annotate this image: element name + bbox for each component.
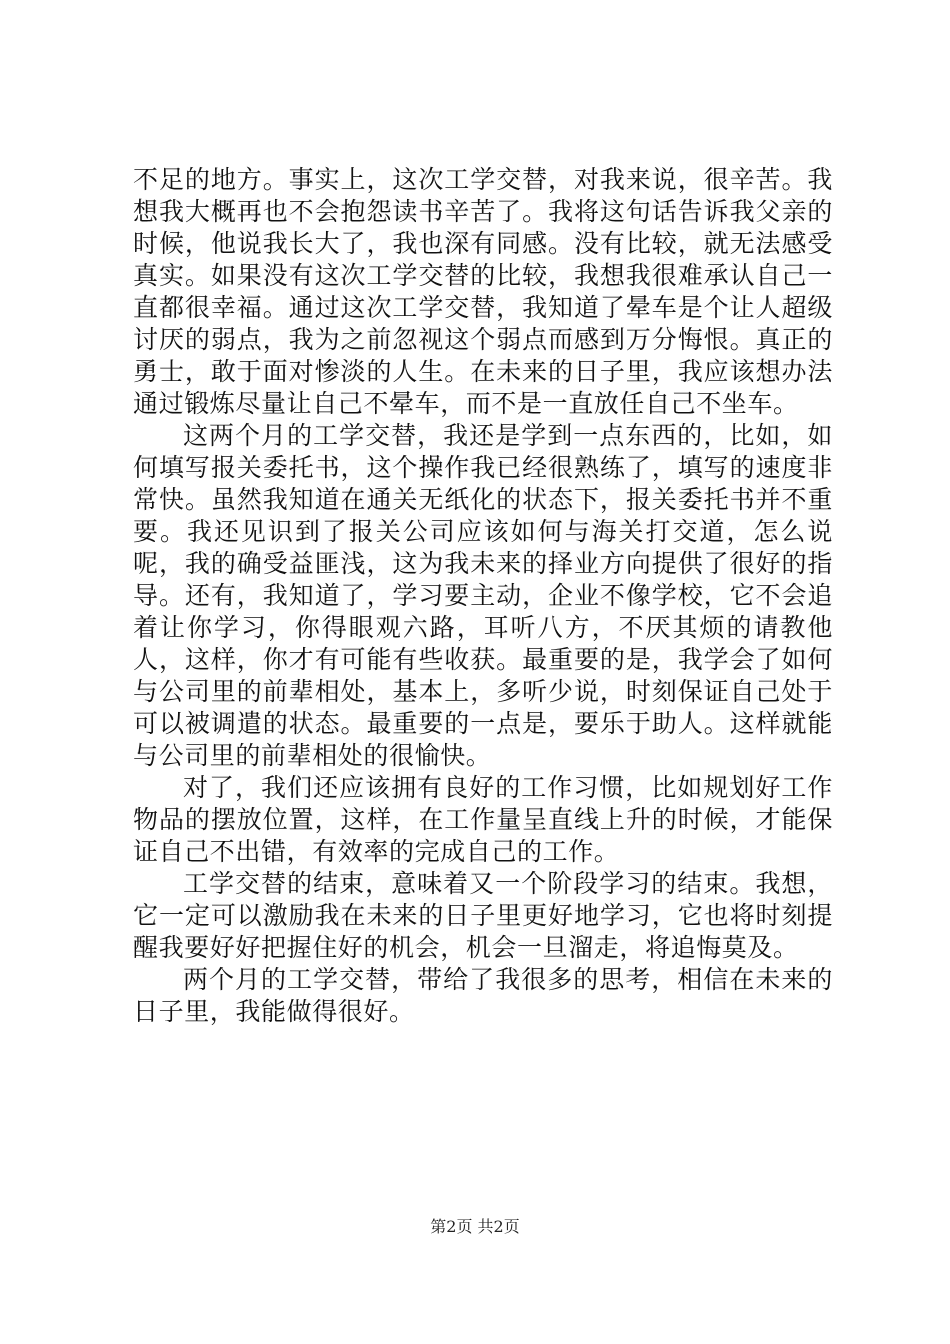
paragraph-2: 这两个月的工学交替，我还是学到一点东西的，比如，如何填写报关委托书，这个操作我已经很熟练了，填写的速度非常快。虽然我知道在通关无纸化的状态下，报关委托书并不重要。我还见识到了报关公司应该如何与海关打交道，怎么说呢，我的确受益匪浅，这为我未来的择业方向提供了很好的指导。还有，我知道了，学习要主动，企业不像学校，它不会追着让你学习，你得眼观六路，耳听八方，不厌其烦的请教他人，这样，你才有可能有些收获。最重要的是，我学会了如何与公司里的前辈相处，基本上，多听少说，时刻保证自己处于可以被调遣的状态。最重要的一点是，要乐于助人。这样就能与公司里的前辈相处的很愉快。 [133, 421, 833, 770]
document-body [133, 164, 833, 1028]
paragraph-5: 两个月的工学交替，带给了我很多的思考，相信在未来的日子里，我能做得很好。 [133, 965, 833, 1026]
page-number-footer: 第2页 共2页 [430, 1217, 520, 1236]
paragraph-1: 不足的地方。事实上，这次工学交替，对我来说，很辛苦。我想我大概再也不会抱怨读书辛苦了。我将这句话告诉我父亲的时候，他说我长大了，我也深有同感。没有比较，就无法感受真实。如果没有这次工学交替的比较，我想我很难承认自己一直都很幸福。通过这次工学交替，我知道了晕车是个让人超级讨厌的弱点，我为之前忽视这个弱点而感到万分悔恨。真正的勇士，敢于面对惨淡的人生。在未来的日子里，我应该想办法通过锻炼尽量让自己不晕车，而不是一直放任自己不坐车。 [133, 165, 833, 418]
paragraph-4: 工学交替的结束，意味着又一个阶段学习的结束。我想，它一定可以激励我在未来的日子里更好地学习，它也将时刻提醒我要好好把握住好的机会，机会一旦溜走，将追悔莫及。 [133, 869, 833, 962]
paragraph-3: 对了，我们还应该拥有良好的工作习惯，比如规划好工作物品的摆放位置，这样，在工作量呈直线上升的时候，才能保证自己不出错，有效率的完成自己的工作。 [133, 773, 833, 866]
